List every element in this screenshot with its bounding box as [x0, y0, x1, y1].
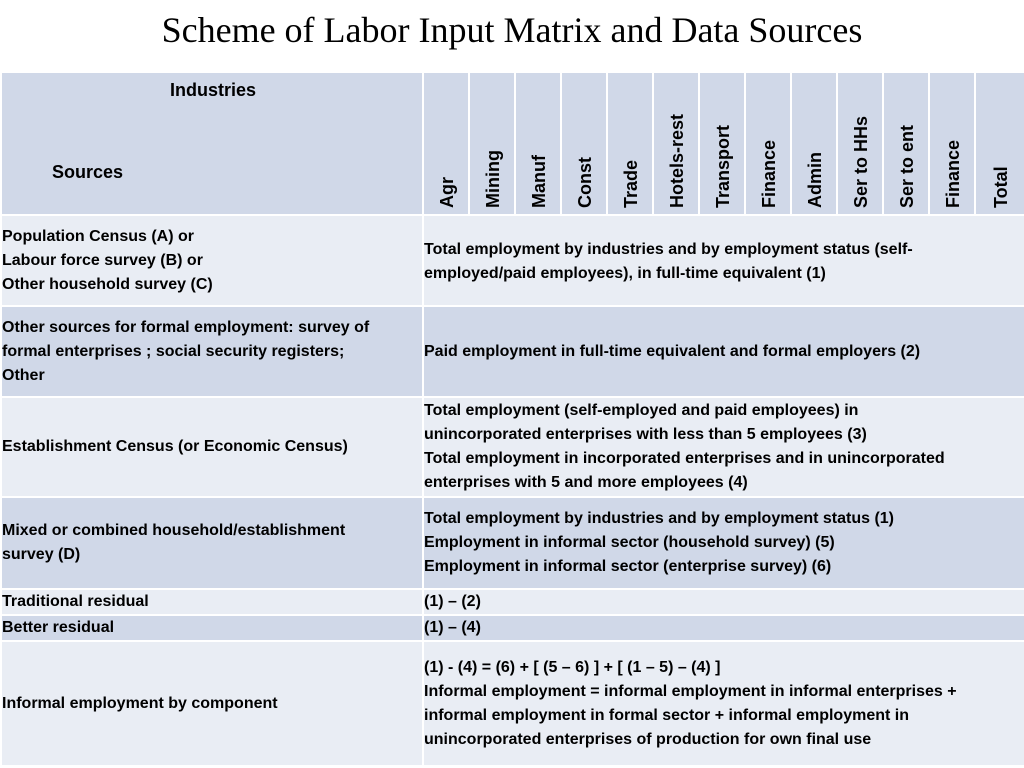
industry-header [699, 72, 745, 215]
table-row [1, 215, 1024, 306]
description-line: informal employment in formal sector + informal employment in [424, 706, 909, 724]
industry-label: Manuf [529, 155, 549, 208]
source-cell [1, 215, 423, 306]
description-line: unincorporated enterprises with less than 5 employees (3) [424, 426, 867, 443]
industry-label: Finance [943, 139, 963, 208]
table-row [1, 641, 1024, 766]
sources-label: Sources [52, 162, 124, 182]
description-line: Employment in informal sector (household survey) (5) [424, 534, 835, 551]
industry-label: Mining [483, 150, 503, 208]
source-line: Population Census (A) or [2, 227, 194, 245]
industry-label: Trade [621, 159, 641, 208]
industry-header [837, 72, 883, 215]
description-line: Paid employment in full-time equivalent and formal employers (2) [424, 342, 921, 360]
industry-header [561, 72, 607, 215]
description-line: Total employment in incorporated enterprises and in unincorporated [424, 450, 945, 467]
table-row [1, 497, 1024, 589]
description-line: Informal employment = informal employment in informal enterprises + [424, 682, 957, 700]
description-cell [423, 215, 1024, 306]
source-line: Labour force survey (B) or [2, 251, 203, 269]
industry-label: Hotels-rest [667, 113, 687, 208]
industry-header [515, 72, 561, 215]
description-line: Employment in informal sector (enterprise survey) (6) [424, 558, 832, 575]
source-cell [1, 641, 423, 766]
page-title: Scheme of Labor Input Matrix and Data Sources [161, 10, 863, 50]
source-line: Other [2, 366, 45, 384]
source-line: formal enterprises ; social security registers; [2, 342, 345, 360]
description-cell [423, 306, 1024, 397]
industry-label: Agr [437, 177, 457, 208]
table-row [1, 306, 1024, 397]
industry-label: Transport [713, 124, 733, 208]
table-row [1, 615, 1024, 641]
source-line: Traditional residual [2, 593, 149, 610]
source-cell [1, 615, 423, 641]
source-line: survey (D) [2, 546, 81, 563]
description-line: Total employment by industries and by employment status (1) [424, 510, 895, 527]
industry-header [929, 72, 975, 215]
industry-label: Ser to HHs [851, 115, 871, 208]
source-line: Mixed or combined household/establishment [2, 522, 346, 539]
description-cell [423, 589, 1024, 615]
description-line: (1) – (2) [424, 593, 481, 610]
labor-input-matrix [0, 71, 1024, 767]
description-cell [423, 397, 1024, 497]
description-cell [423, 641, 1024, 766]
source-line: Establishment Census (or Economic Census) [2, 438, 348, 455]
industry-header [745, 72, 791, 215]
table-row [1, 589, 1024, 615]
description-cell [423, 615, 1024, 641]
industry-header [607, 72, 653, 215]
description-line: (1) - (4) = (6) + [ (5 – 6) ] + [ (1 – 5) – (4) ] [424, 658, 721, 676]
table-row [1, 397, 1024, 497]
description-line: unincorporated enterprises of production for own final use [424, 730, 872, 748]
industry-label: Const [575, 157, 595, 208]
header-row [1, 72, 1024, 215]
source-cell [1, 397, 423, 497]
description-line: Total employment (self-employed and paid employees) in [424, 402, 859, 419]
industry-label: Admin [805, 152, 825, 208]
source-line: Informal employment by component [2, 694, 278, 712]
industry-header [975, 72, 1024, 215]
source-cell [1, 306, 423, 397]
description-line: employed/paid employees), in full-time equivalent (1) [424, 265, 826, 282]
description-line: enterprises with 5 and more employees (4) [424, 474, 748, 491]
industry-header [423, 72, 469, 215]
source-line: Other sources for formal employment: survey of [2, 318, 370, 336]
industry-label: Total [991, 166, 1011, 208]
industry-header [791, 72, 837, 215]
industries-label: Industries [170, 80, 257, 100]
industry-header [653, 72, 699, 215]
industry-label: Ser to ent [897, 124, 917, 208]
source-cell [1, 589, 423, 615]
description-cell [423, 497, 1024, 589]
description-line: Total employment by industries and by employment status (self- [424, 241, 913, 258]
source-line: Better residual [2, 619, 115, 636]
header-corner [1, 72, 423, 215]
industry-header [469, 72, 515, 215]
source-line: Other household survey (C) [2, 275, 213, 293]
industry-label: Finance [759, 139, 779, 208]
industry-header [883, 72, 929, 215]
source-cell [1, 497, 423, 589]
description-line: (1) – (4) [424, 619, 481, 636]
